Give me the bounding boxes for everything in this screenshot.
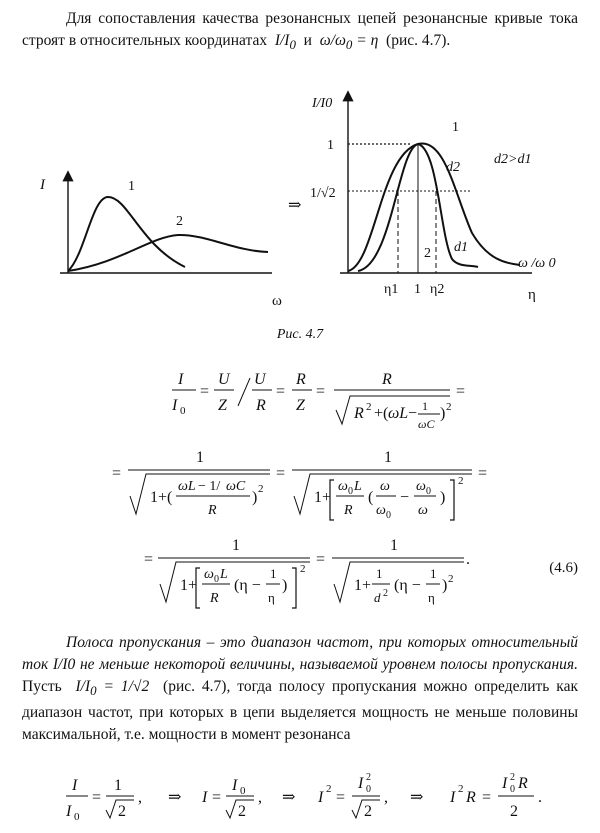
right-plot (310, 93, 556, 303)
svg-text:ωC: ωC (226, 479, 246, 494)
svg-text:): ) (440, 405, 446, 422)
svg-text:− 1/: − 1/ (198, 479, 221, 494)
svg-text:1: 1 (196, 449, 204, 466)
svg-text:,: , (138, 789, 142, 806)
svg-text:I: I (172, 397, 178, 414)
svg-text:2: 2 (300, 563, 306, 575)
svg-text:1: 1 (430, 566, 437, 581)
right-y-label: I/I0 (312, 96, 333, 111)
left-curve-2 (68, 235, 268, 271)
svg-text:=: = (144, 551, 154, 568)
eq-line-2 (112, 449, 487, 521)
svg-text:2: 2 (448, 573, 454, 585)
left-plot (39, 173, 282, 309)
svg-text:=: = (482, 789, 492, 806)
svg-text:1: 1 (422, 399, 428, 413)
svg-text:R: R (344, 503, 353, 518)
svg-text:2: 2 (510, 803, 518, 820)
svg-text:+(: +( (374, 405, 389, 422)
intro-text: Для сопоставления качества резонансных цепей резонансные кривые тока строят в относительных координатах (22, 10, 578, 49)
equation-number: (4.6) (549, 560, 578, 576)
tick-inv-sqrt2-label: 1/√2 (310, 186, 336, 201)
svg-text:1: 1 (390, 537, 398, 554)
svg-text:R: R (210, 591, 219, 606)
left-curve2-label: 2 (176, 214, 183, 229)
eq-line-1 (171, 371, 465, 431)
svg-text:2: 2 (364, 803, 372, 820)
d-relation: d2>d1 (494, 152, 532, 167)
svg-text:=: = (276, 465, 286, 482)
svg-text:0: 0 (426, 486, 431, 497)
svg-text:2: 2 (383, 588, 388, 599)
left-curve1-label: 1 (128, 179, 135, 194)
svg-text:1+: 1+ (314, 489, 332, 506)
svg-text:⇒: ⇒ (410, 789, 424, 806)
svg-text:=: = (478, 465, 488, 482)
svg-text:I: I (318, 789, 324, 806)
svg-text:ω: ω (338, 479, 348, 494)
svg-text:=: = (316, 383, 326, 400)
implies-arrow: ⇒ (288, 197, 302, 214)
svg-text:R: R (296, 371, 306, 388)
svg-text:=: = (200, 383, 210, 400)
svg-text:.: . (466, 551, 470, 568)
svg-text:ω: ω (204, 567, 214, 582)
svg-text:ω: ω (418, 503, 428, 518)
svg-text:1: 1 (384, 449, 392, 466)
svg-text:1: 1 (270, 566, 277, 581)
svg-text:I: I (66, 803, 72, 820)
svg-text:2: 2 (238, 803, 246, 820)
equation-4-6 (0, 362, 600, 627)
svg-text:0: 0 (180, 405, 186, 417)
coord-omega-ratio: $\omega/\omega_0 = \eta$ (315, 32, 383, 53)
svg-text:0: 0 (74, 811, 80, 823)
x-label-eta: η (528, 287, 536, 303)
svg-text:η: η (428, 590, 435, 605)
svg-text:,: , (258, 789, 262, 806)
svg-text:0: 0 (348, 486, 353, 497)
eta1-label: η1 (384, 282, 399, 297)
svg-text:R: R (354, 405, 364, 422)
svg-text:2: 2 (258, 483, 264, 495)
svg-text:(: ( (368, 489, 374, 506)
svg-text:0: 0 (386, 510, 391, 521)
svg-text:I: I (358, 775, 364, 792)
svg-text:=: = (456, 383, 466, 400)
svg-text:1+(: 1+( (150, 489, 173, 506)
intro-ref: (рис. 4.7). (386, 32, 451, 49)
svg-text:2: 2 (510, 772, 515, 783)
svg-text:I: I (178, 371, 184, 388)
svg-text:): ) (440, 489, 446, 506)
eta2-label: η2 (430, 282, 445, 297)
svg-text:2: 2 (458, 783, 464, 795)
svg-text:.: . (538, 789, 542, 806)
svg-text:U: U (218, 371, 230, 388)
svg-text:1: 1 (376, 566, 383, 581)
definition-paragraph (22, 632, 578, 746)
svg-text:ω: ω (380, 479, 390, 494)
svg-text:ω: ω (416, 479, 426, 494)
svg-text:=: = (92, 789, 102, 806)
intro-and: и (303, 32, 312, 49)
svg-text:): ) (442, 577, 448, 594)
svg-text:): ) (252, 489, 258, 506)
left-y-label: I (40, 177, 45, 193)
svg-text:2: 2 (366, 401, 372, 413)
svg-text:=: = (316, 551, 326, 568)
definition-rest: (рис. 4.7), тогда полосу пропускания можно определить как диапазон частот, при которых в цепи выделяется мощность не меньше половины максимальной, т.е. мощности в момент резонанса (22, 678, 578, 744)
svg-text:ω: ω (376, 503, 386, 518)
svg-text:,: , (384, 789, 388, 806)
svg-text:I: I (232, 777, 238, 794)
final-equations (0, 770, 600, 830)
svg-text:I: I (502, 775, 508, 792)
svg-text:=: = (212, 789, 222, 806)
svg-text:ωL: ωL (178, 479, 196, 494)
svg-text:1+: 1+ (180, 577, 198, 594)
svg-text:I: I (202, 789, 208, 806)
svg-text:0: 0 (214, 574, 219, 585)
svg-text:I: I (72, 777, 78, 794)
svg-text:L: L (220, 567, 228, 582)
svg-text:R: R (466, 789, 476, 806)
figure-caption: Рис. 4.7 (276, 327, 324, 342)
svg-text:=: = (276, 383, 286, 400)
svg-text:(η −: (η − (394, 577, 421, 594)
svg-text:0: 0 (366, 784, 371, 795)
svg-text:R: R (256, 397, 266, 414)
svg-text:): ) (282, 577, 288, 594)
tick-one-label: 1 (327, 138, 334, 153)
coord-I-over-I0: $I/I_0$ (270, 32, 296, 53)
svg-text:η: η (268, 590, 275, 605)
svg-text:(η −: (η − (234, 577, 261, 594)
svg-text:R: R (518, 775, 528, 792)
definition-let: Пусть (22, 678, 62, 695)
svg-text:=: = (112, 465, 122, 482)
svg-text:I: I (450, 789, 456, 806)
svg-text:2: 2 (458, 475, 464, 487)
svg-text:2: 2 (446, 401, 452, 413)
definition-condition: $I/I_0 = 1/√2$ (68, 678, 157, 699)
svg-text:L: L (354, 479, 362, 494)
svg-text:−: − (400, 489, 410, 506)
svg-text:1: 1 (114, 777, 122, 794)
svg-text:⇒: ⇒ (168, 789, 182, 806)
center-one-label: 1 (414, 282, 421, 297)
svg-text:R: R (382, 371, 392, 388)
svg-text:ωL: ωL (388, 405, 409, 422)
x-label-omega: ω /ω 0 (518, 256, 556, 271)
svg-text:0: 0 (240, 785, 246, 797)
svg-text:−: − (408, 405, 418, 422)
svg-text:0: 0 (510, 784, 515, 795)
svg-text:R: R (208, 503, 217, 518)
right-curve1-label: 1 (452, 120, 459, 135)
d2-label: d2 (446, 160, 460, 175)
svg-text:⇒: ⇒ (282, 789, 296, 806)
svg-text:U: U (254, 371, 266, 388)
svg-text:2: 2 (118, 803, 126, 820)
svg-text:2: 2 (366, 772, 371, 783)
eq-line-3 (144, 537, 470, 608)
intro-paragraph (22, 8, 578, 56)
left-curve-1 (68, 197, 185, 271)
svg-text:Z: Z (296, 397, 305, 414)
svg-text:d: d (374, 590, 381, 605)
definition-term: Полоса пропускания – это диапазон частот, при которых относительный ток I/I0 не меньше некоторой величины, называемой уровнем полосы пропускания. (22, 634, 578, 673)
svg-text:=: = (336, 789, 346, 806)
svg-text:1: 1 (232, 537, 240, 554)
svg-text:Z: Z (218, 397, 227, 414)
figure-4-7 (0, 85, 600, 340)
svg-text:1+: 1+ (354, 577, 372, 594)
d1-label: d1 (454, 240, 468, 255)
right-curve2-label: 2 (424, 246, 431, 261)
svg-text:2: 2 (326, 783, 332, 795)
svg-text:ωC: ωC (418, 417, 435, 431)
left-x-label: ω (272, 293, 282, 309)
